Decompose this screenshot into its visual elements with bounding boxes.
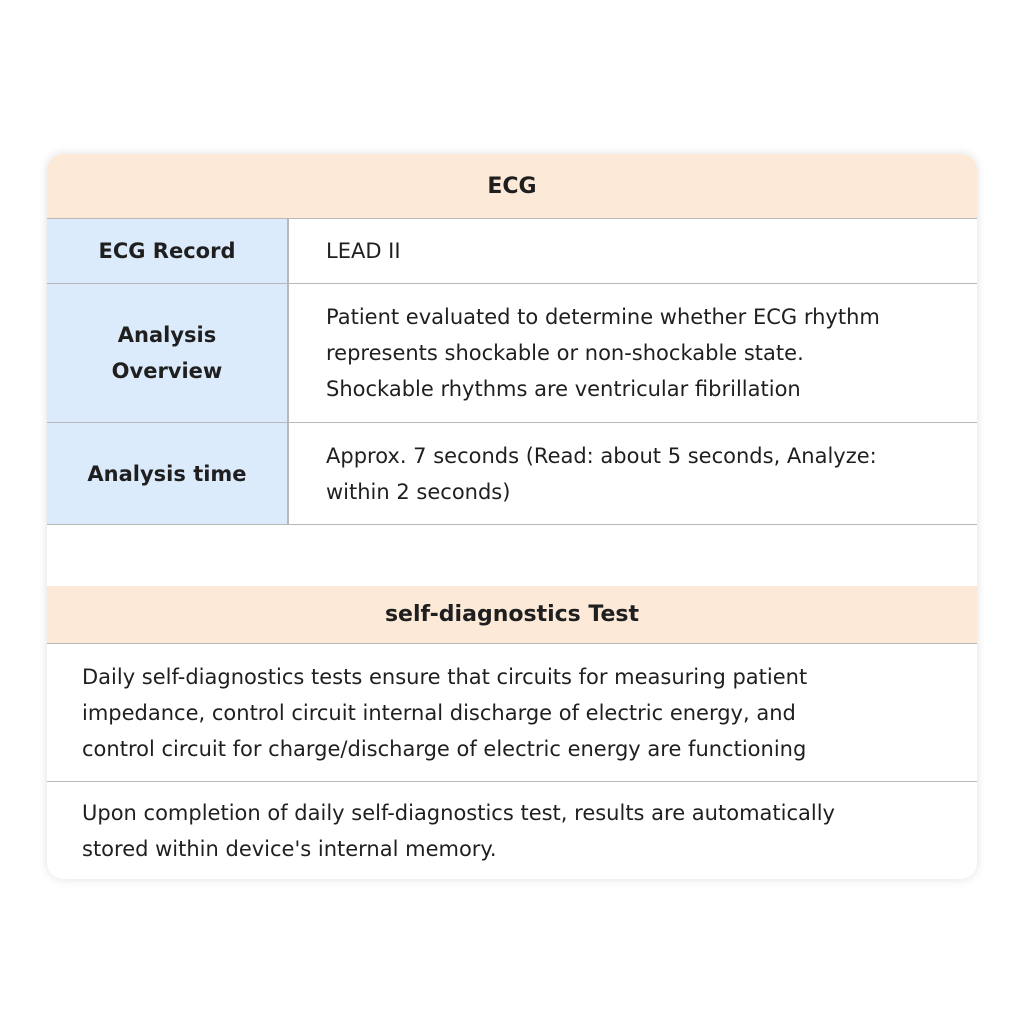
row-value: LEAD II: [326, 239, 401, 263]
row-label: Analysis time: [47, 423, 289, 524]
self-diagnostics-section-title: self-diagnostics Test: [47, 586, 977, 644]
row-label: Analysis Overview: [47, 284, 289, 422]
table-row-analysis-time: [47, 423, 977, 525]
spec-card: [47, 154, 977, 879]
table-row-analysis-overview: [47, 284, 977, 423]
row-value: Patient evaluated to determine whether ECG rhythm represents shockable or non-shockable state. Shockable rhythms are ventricular fibrillation: [326, 305, 880, 401]
row-label: ECG Record: [47, 219, 289, 283]
row-value: Approx. 7 seconds (Read: about 5 seconds, Analyze: within 2 seconds): [326, 443, 877, 504]
self-diagnostics-paragraph-daily-tests: Daily self-diagnostics tests ensure that circuits for measuring patient impedance, control circuit internal discharge of electric energy, and control circuit for charge/discharge of electric energy are functioning: [47, 644, 977, 782]
table-row-ecg-record: [47, 219, 977, 284]
self-diagnostics-paragraph-results-storage: Upon completion of daily self-diagnostics test, results are automatically stored within device's internal memory.: [82, 801, 835, 861]
ecg-section-title: ECG: [47, 154, 977, 219]
